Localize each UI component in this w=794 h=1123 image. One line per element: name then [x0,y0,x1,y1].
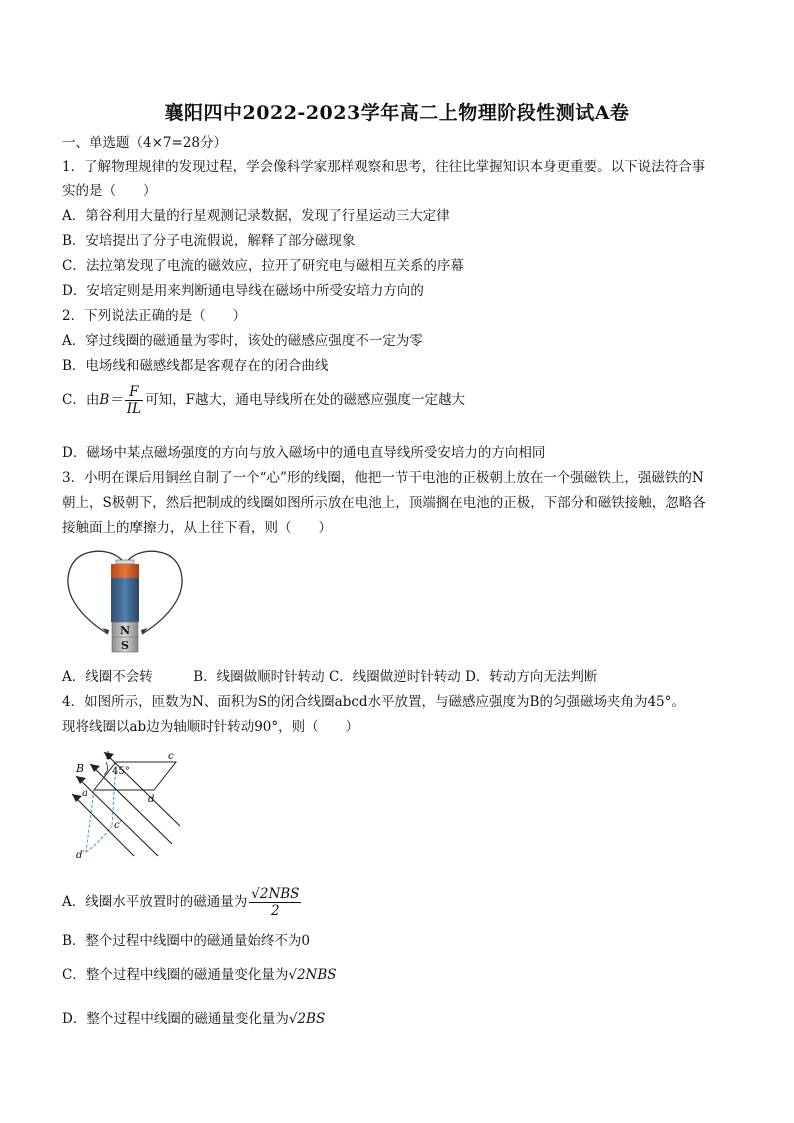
label-d-prime: d′ [76,850,85,861]
label-b: b [106,751,113,762]
q1-stem-line2: 实的是（ ） [62,183,157,199]
q4-option-c [62,966,337,984]
q3-options: A．线圈不会转 B．线圈做顺时针转动 C．线圈做逆时针转动 D．转动方向无法判断 [62,669,598,685]
q2-option-c-lhs: B＝ [99,392,123,408]
q4-option-a-denominator: 2 [271,903,280,919]
angle-label: 45° [112,766,130,777]
battery-body [111,578,139,622]
q2-option-c-denominator: IL [126,401,142,417]
magnet-s-label: S [121,639,129,652]
q1-stem-line1: 1．了解物理规律的发现过程，学会像科学家那样观察和思考，往往比掌握知识本身更重要。以下说法符合事 [62,159,706,175]
q2-option-c-numerator: F [125,384,143,401]
q2-option-c-suffix: 可知，F越大，通电导线所在处的磁感应强度一定越大 [145,392,465,408]
q4-option-a-numerator: √2NBS [251,886,300,902]
q4-option-b: B．整个过程中线圈中的磁通量始终不为0 [62,933,311,949]
q4-coil-field-figure [72,744,182,862]
q2-option-d: D．磁场中某点磁场强度的方向与放入磁场中的通电直导线所受安培力的方向相同 [62,445,546,461]
q2-option-b: B．电场线和磁感线都是客观存在的闭合曲线 [62,358,329,374]
q3-stem-line1: 3．小明在课后用铜丝自制了一个“心”形的线圈，他把一节干电池的正极朝上放在一个强磁铁上，强磁铁的N [62,470,704,486]
q3-stem-line3: 接触面上的摩擦力，从上往下看，则（ ） [62,520,332,536]
magnet-n-label: N [119,624,131,637]
battery-top [116,560,134,564]
label-c: c [168,751,174,762]
q2-stem: 2．下列说法正确的是（ ） [62,308,247,324]
coil-parallelogram [94,762,176,790]
q1-option-d: D．安培定则是用来判断通电导线在磁场中所受安培力方向的 [62,283,424,299]
label-d: d [148,794,155,805]
q2-option-c [62,383,465,417]
label-c-prime: c′ [114,820,122,831]
section-heading: 一、单选题（4×7=28分） [62,135,227,151]
q4-option-d [62,1010,325,1028]
label-B: B [76,762,85,775]
q4-option-a-prefix: A．线圈水平放置时的磁通量为 [62,894,248,910]
q4-option-d-prefix: D．整个过程中线圈的磁通量变化量为 [62,1011,289,1027]
q4-stem-line1: 4．如图所示，匝数为N、面积为S的闭合线圈abcd水平放置，与磁感应强度为B的匀强磁场夹角为45°。 [62,694,685,710]
q1-option-b: B．安培提出了分子电流假说，解释了部分磁现象 [62,233,356,249]
q4-stem-line2: 现将线圈以ab边为轴顺时针转动90°，则（ ） [62,719,360,735]
q4-option-a-fraction [249,886,301,919]
q4-option-c-formula: √2NBS [288,967,337,983]
label-a: a [82,788,88,799]
q1-option-a: A．第谷利用大量的行星观测记录数据，发现了行星运动三大定律 [62,208,450,224]
q4-option-d-formula: √2BS [288,1011,326,1027]
exam-title: 襄阳四中2022-2023学年高二上物理阶段性测试A卷 [164,102,630,124]
q1-option-c: C．法拉第发现了电流的磁效应，拉开了研究电与磁相互关系的序幕 [62,258,464,274]
q4-option-a [62,884,303,920]
q4-option-c-prefix: C．整个过程中线圈的磁通量变化量为 [62,967,289,983]
q2-option-a: A．穿过线圈的磁通量为零时，该处的磁感应强度不一定为零 [62,333,423,349]
q2-option-c-prefix: C．由 [62,392,100,408]
q2-option-c-fraction [125,384,143,417]
q3-stem-line2: 朝上，S极朝下，然后把制成的线圈如图所示放在电池上，顶端搁在电池的正极，下部分和磁铁接触，忽略各 [62,495,706,511]
q3-battery-coil-figure [62,546,192,654]
